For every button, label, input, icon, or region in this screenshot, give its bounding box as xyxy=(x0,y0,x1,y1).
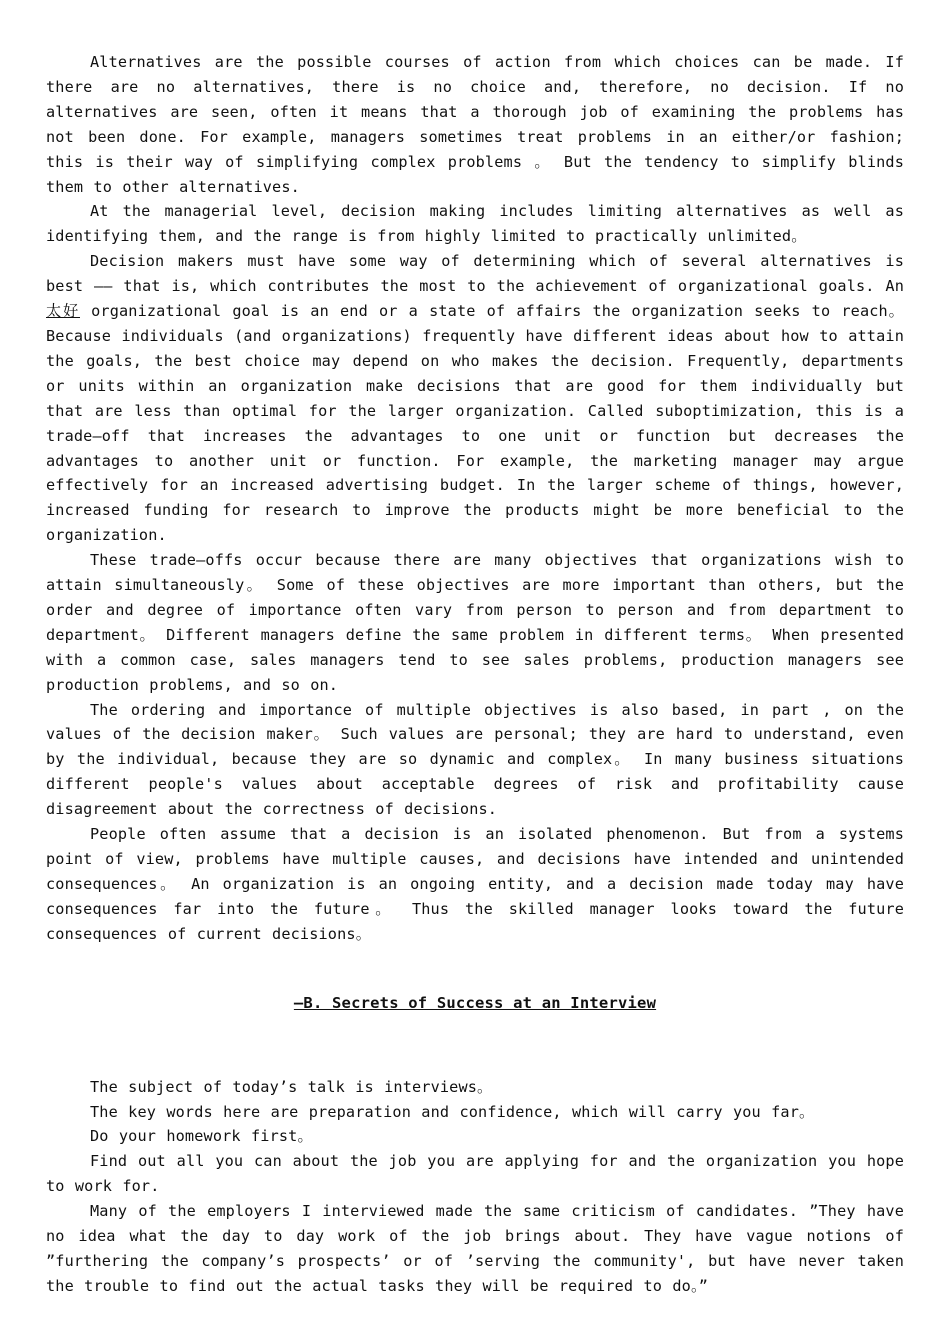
paragraph-ordering-objectives: The ordering and importance of multiple objectives is also based, in part , on the values of the decision maker。 Such values are personal; they are hard to understand, even by the individual, because they are so dynamic and complex。 In many business situations different people's values about acceptable degrees of risk and profitability cause disagreement about the correctness of decisions. xyxy=(46,700,904,819)
document-page xyxy=(46,50,904,1299)
line-subject: The subject of today’s talk is interviews。 xyxy=(90,1077,493,1096)
paragraph-text-end: organizational goal is an end or a state of affairs the organization seeks to reach。 Because individuals (and organizations) frequently have different ideas about how to attain the goals, the best choice may depend on who makes the decision. Frequently, departments or units within an organization make decisions that are good for them individually but that are less than optimal for the larger organization. Called suboptimization, this is a trade—off that increases the advantages to one unit or function but decreases the advantages to another unit or function. For example, the marketing manager may argue effectively for an increased advertising budget. In the larger scheme of things, however, increased funding for research to improve the products might be more beneficial to the organization. xyxy=(46,302,904,545)
line-key-words: The key words here are preparation and confidence, which will carry you far。 xyxy=(90,1102,815,1121)
handwritten-note: 太好 xyxy=(46,302,80,321)
paragraph-decision-makers xyxy=(46,249,904,548)
paragraph-alternatives: Alternatives are the possible courses of action from which choices can be made. If there are no alternatives, there is no choice and, therefore, no decision. If no alternatives are seen, often it means that a thorough job of examining the problems has not been done. For example, managers sometimes treat problems in an either/or fashion; this is their way of simplifying complex problems 。 But the tendency to simplify blinds them to other alternatives. xyxy=(46,53,904,196)
line-homework: Do your homework first。 xyxy=(90,1127,313,1146)
paragraph-systems-view: People often assume that a decision is an isolated phenomenon. But from a systems point of view, problems have multiple causes, and decisions have intended and unintended consequences。 An organization is an ongoing entity, and a decision made today may have consequences far into the future。 Thus the skilled manager looks toward the future consequences of current decisions。 xyxy=(46,825,904,943)
section-heading-wrap xyxy=(46,991,904,1015)
paragraph-employers: Many of the employers I interviewed made the same criticism of candidates. ”They have no idea what the day to day work of the job brings about. They have vague notions of ”furthering the company’s prospects’ or of ’serving the community', but have never taken the trouble to find out the actual tasks they will be required to do。” xyxy=(46,1202,904,1295)
paragraph-text-start: Decision makers must have some way of determining which of several alternatives is best —— that is, which contributes the most to the achievement of organizational goals. An xyxy=(46,252,904,296)
paragraph-managerial-level: At the managerial level, decision making includes limiting alternatives as well as identifying them, and the range is from highly limited to practically unlimited。 xyxy=(46,202,904,246)
paragraph-find-out: Find out all you can about the job you are applying for and the organization you hope to work for. xyxy=(46,1152,904,1196)
paragraph-trade-offs: These trade—offs occur because there are many objectives that organizations wish to attain simultaneously。 Some of these objectives are more important than others, but the order and degree of importance often vary from person to person and from department to department。 Different managers define the same problem in different terms。 When presented with a common case, sales managers tend to see sales problems, production managers see production problems, and so on. xyxy=(46,551,904,694)
section-heading: —B. Secrets of Success at an Interview xyxy=(293,993,657,1012)
